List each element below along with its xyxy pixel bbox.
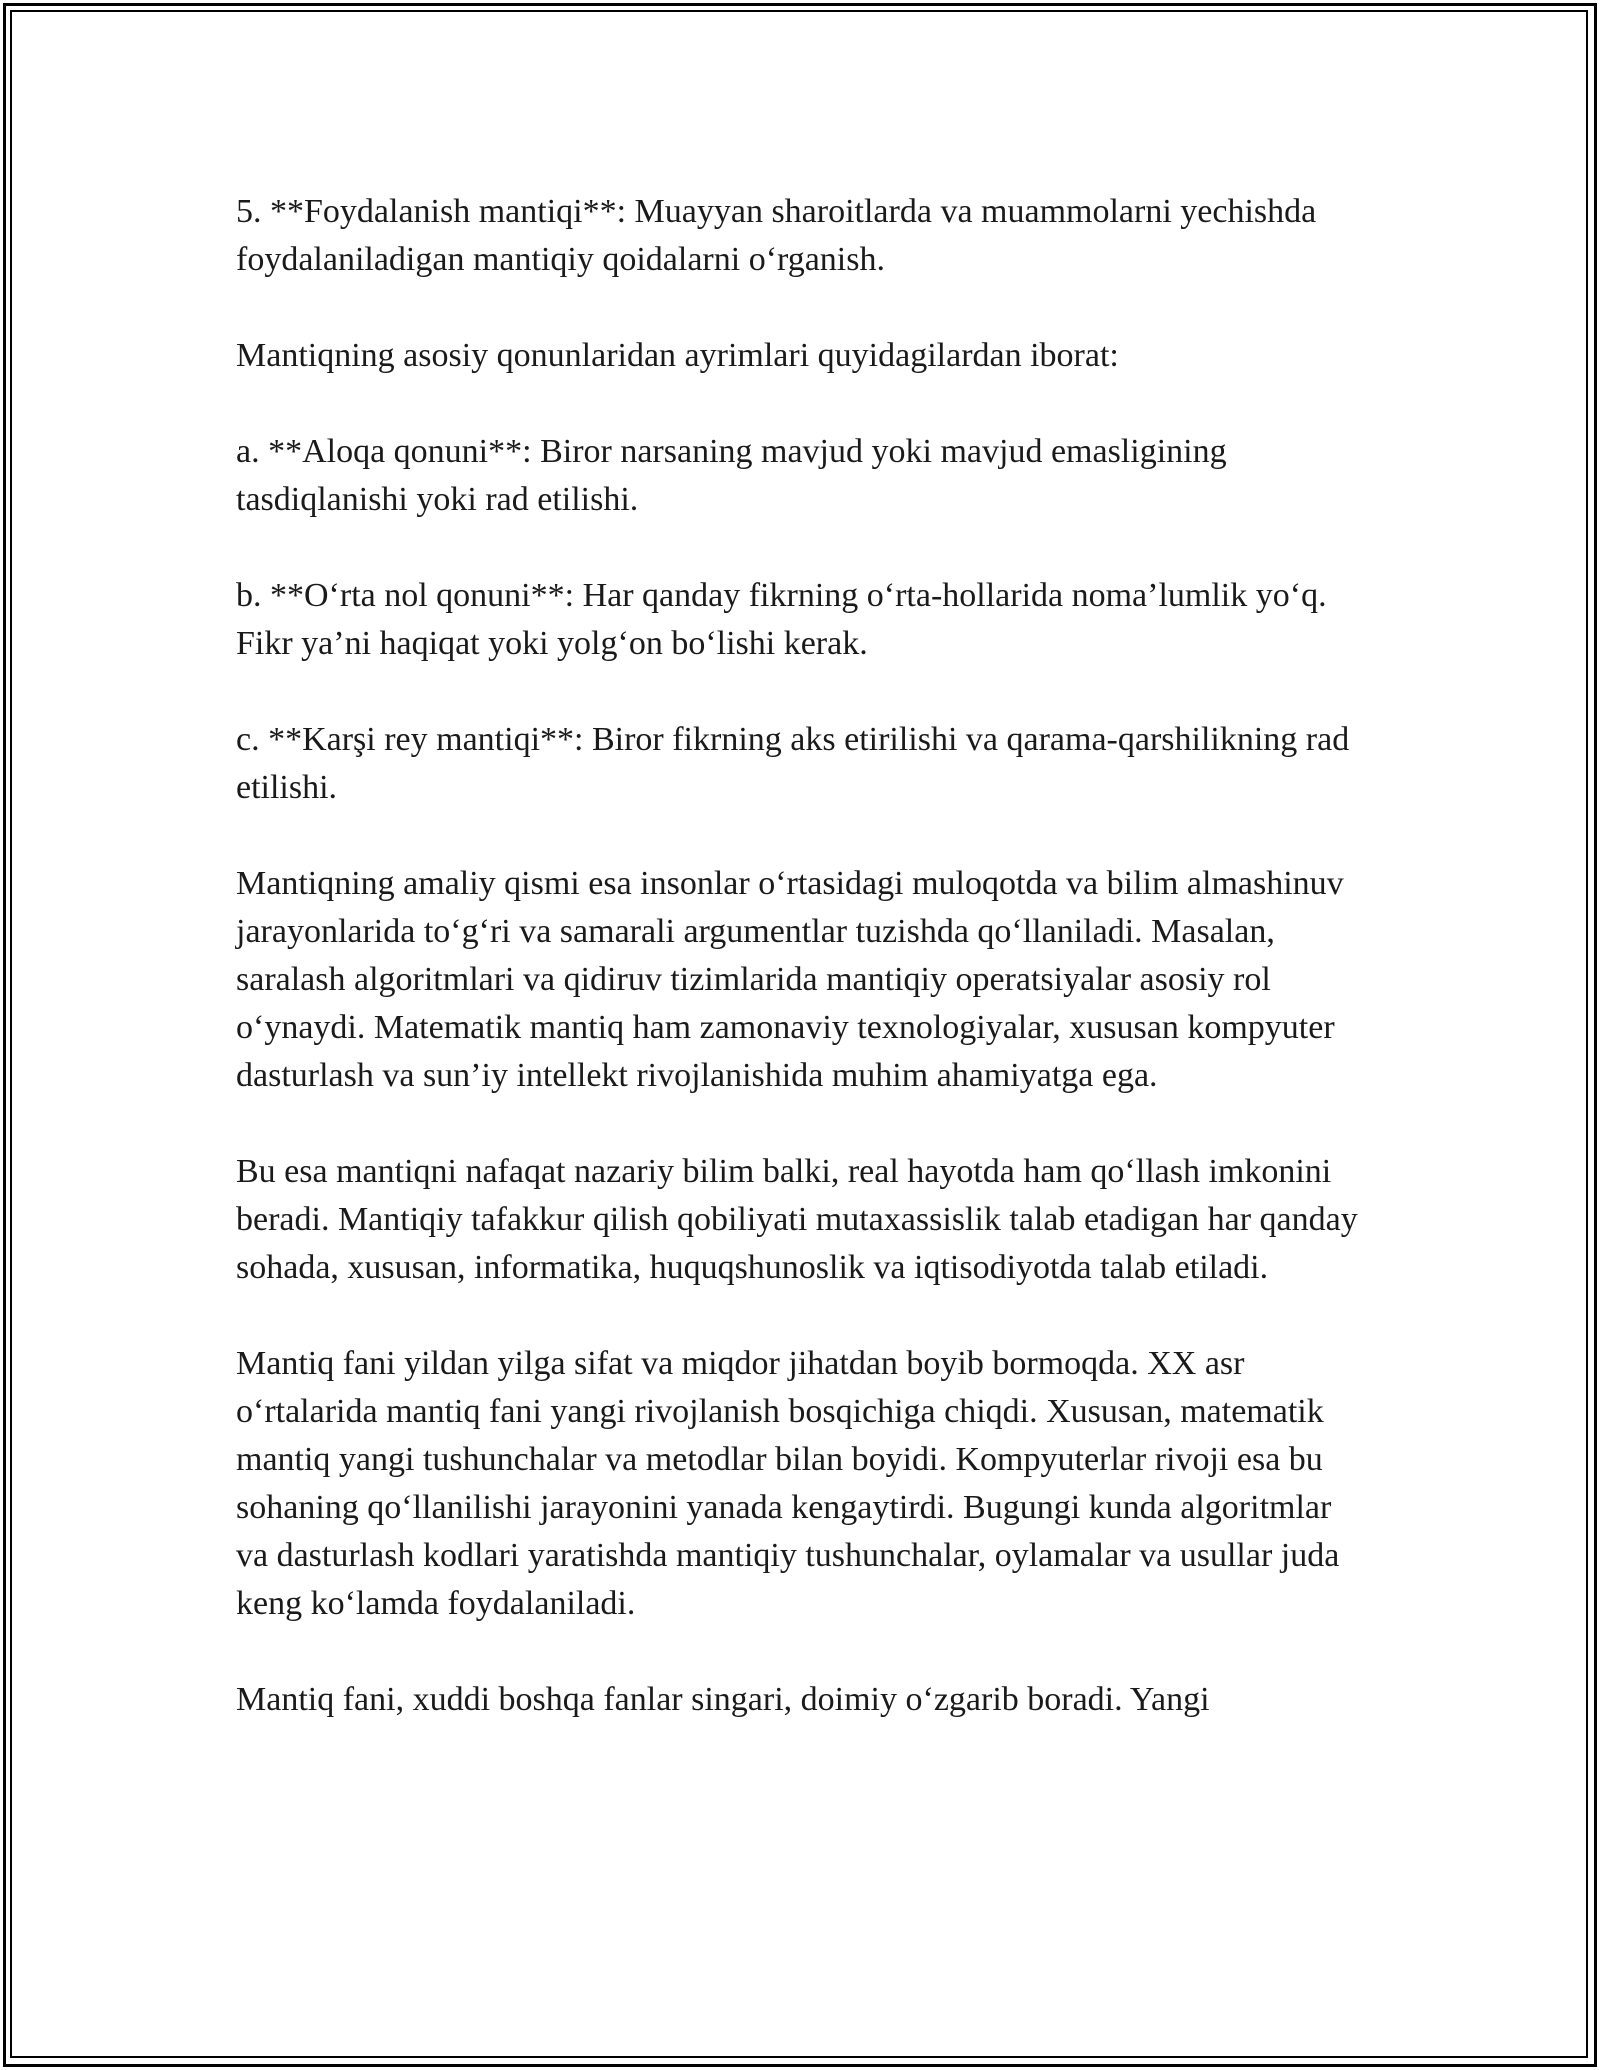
paragraph-foydalanish-mantiqi: 5. **Foydalanish mantiqi**: Muayyan sharoitlarda va muammolarni yechishda foydalaniladigan mantiqiy qoidalarni o‘rganish. (236, 193, 1317, 278)
paragraph-amaliy-qism: Mantiqning amaliy qismi esa insonlar o‘rtasidagi muloqotda va bilim almashinuv jarayonlarida to‘g‘ri va samarali argumentlar tuzishda qo‘llaniladi. Masalan, saralash algoritmlari va qidiruv tizimlarida mantiqiy operatsiyalar asosiy rol o‘ynaydi. Matematik mantiq ham zamonaviy texnologiyalar, xususan kompyuter dasturlash va sun’iy intellekt rivojlanishida muhim ahamiyatga ega. (236, 865, 1344, 1094)
document-body (236, 188, 1366, 1724)
paragraph-orta-nol-qonuni: b. **O‘rta nol qonuni**: Har qanday fikrning o‘rta-hollarida noma’lumlik yo‘q. Fikr ya’ni haqiqat yoki yolg‘on bo‘lishi kerak. (236, 577, 1327, 662)
paragraph-asosiy-qonunlar-intro: Mantiqning asosiy qonunlaridan ayrimlari quyidagilardan iborat: (236, 337, 1119, 374)
paragraph-real-hayot: Bu esa mantiqni nafaqat nazariy bilim balki, real hayotda ham qo‘llash imkonini beradi. Mantiqiy tafakkur qilish qobiliyati mutaxassislik talab etadigan har qanday sohada, xususan, informatika, huquqshunoslik va iqtisodiyotda talab etiladi. (236, 1153, 1358, 1286)
paragraph-doimiy-ozgarish: Mantiq fani, xuddi boshqa fanlar singari, doimiy o‘zgarib boradi. Yangi (236, 1681, 1210, 1718)
paragraph-mantiq-rivoji: Mantiq fani yildan yilga sifat va miqdor jihatdan boyib bormoqda. XX asr o‘rtalarida mantiq fani yangi rivojlanish bosqichiga chiqdi. Xususan, matematik mantiq yangi tushunchalar va metodlar bilan boyidi. Kompyuterlar rivoji esa bu sohaning qo‘llanilishi jarayonini yanada kengaytirdi. Bugungi kunda algoritmlar va dasturlash kodlari yaratishda mantiqiy tushunchalar, oylamalar va usullar juda keng ko‘lamda foydalaniladi. (236, 1345, 1340, 1622)
paragraph-karshi-rey-mantiqi: c. **Karşi rey mantiqi**: Biror fikrning aks etirilishi va qarama-qarshilikning rad etilishi. (236, 721, 1350, 806)
paragraph-aloqa-qonuni: a. **Aloqa qonuni**: Biror narsaning mavjud yoki mavjud emasligining tasdiqlanishi yoki rad etilishi. (236, 433, 1227, 518)
